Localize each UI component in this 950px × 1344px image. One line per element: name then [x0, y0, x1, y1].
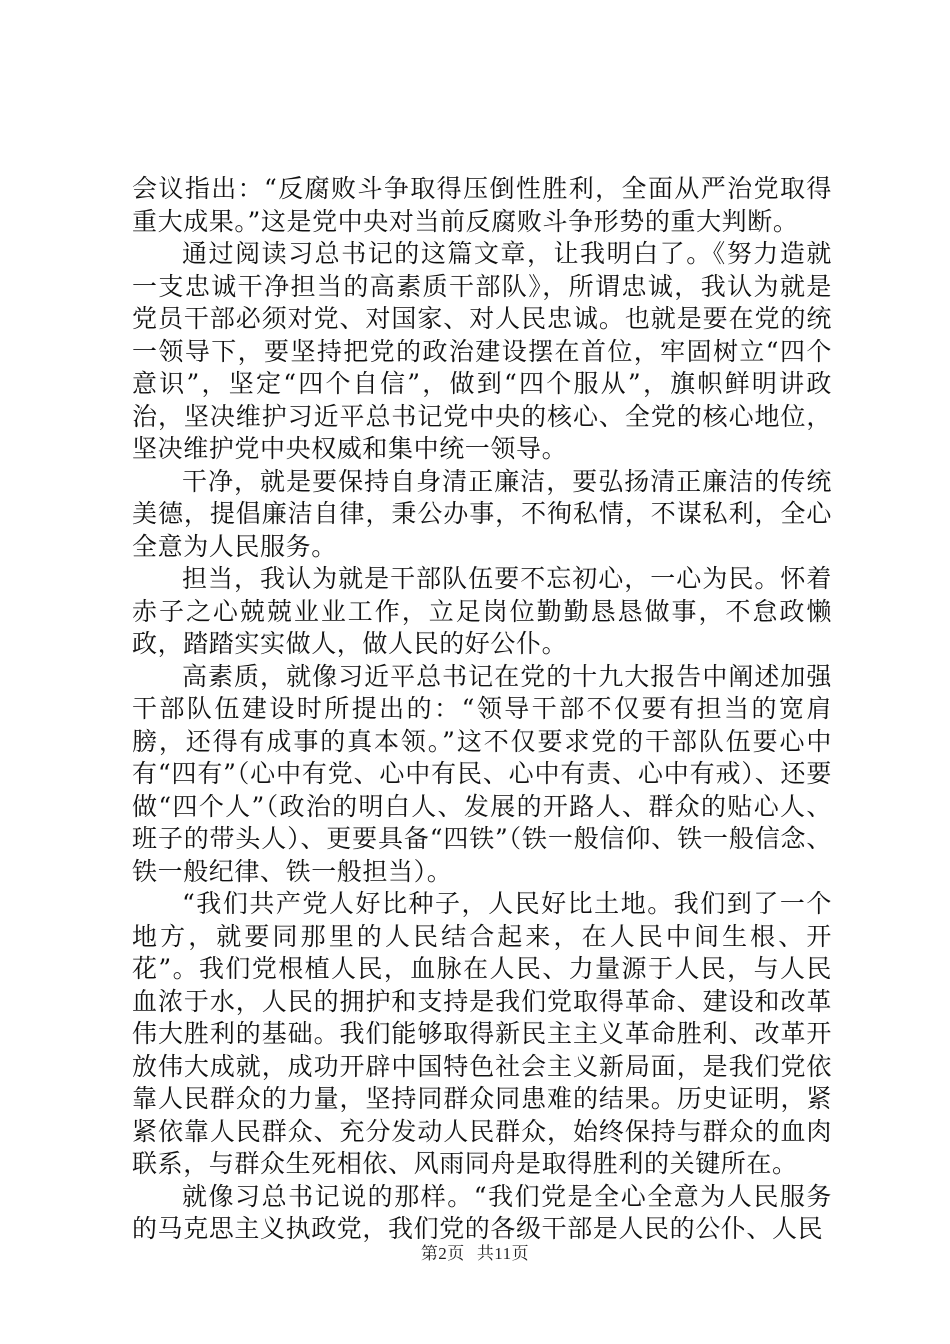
paragraph-high-quality: 高素质，就像习近平总书记在党的十九大报告中阐述加强干部队伍建设时所提出的：“领导干部不仅要有担当的宽肩膀，还得有成事的真本领。”这不仅要求党的干部队伍要心中有“四有”（心中有党、心中有民、心中有责、心中有戒）、还要做“四个人”（政治的明白人、发展的开路人、群众的贴心人、班子的带头人）、更要具备“四铁”（铁一般信仰、铁一般信念、铁一般纪律、铁一般担当）。 — [132, 661, 832, 886]
paragraph-continuation: 会议指出：“反腐败斗争取得压倒性胜利，全面从严治党取得重大成果。”这是党中央对当前反腐败斗争形势的重大判断。 — [132, 174, 832, 236]
paragraph-people: “我们共产党人好比种子，人民好比土地。我们到了一个地方，就要同那里的人民结合起来，在人民中间生根、开花”。我们党根植人民，血脉在人民、力量源于人民，与人民血浓于水，人民的拥护和支持是我们党取得革命、建设和改革伟大胜利的基础。我们能够取得新民主主义革命胜利、改革开放伟大成就，成功开辟中国特色社会主义新局面，是我们党依靠人民群众的力量，坚持同群众同患难的结果。历史证明，紧紧依靠人民群众、充分发动人民群众，始终保持与群众的血肉联系，与群众生死相依、风雨同舟是取得胜利的关键所在。 — [132, 889, 832, 1178]
paragraph-servant: 就像习总书记说的那样。“我们党是全心全意为人民服务的马克思主义执政党，我们党的各级干部是人民的公仆、人民 — [132, 1181, 832, 1243]
paragraph-responsibility: 担当，我认为就是干部队伍要不忘初心，一心为民。怀着赤子之心兢兢业业工作，立足岗位勤勤恳恳做事，不怠政懒政，踏踏实实做人，做人民的好公仆。 — [132, 564, 832, 658]
page-number: 第2页 — [420, 1244, 465, 1263]
page-total: 共11页 — [476, 1244, 530, 1263]
paragraph-loyalty: 通过阅读习总书记的这篇文章，让我明白了。《努力造就一支忠诚干净担当的高素质干部队》，所谓忠诚，我认为就是党员干部必须对党、对国家、对人民忠诚。也就是要在党的统一领导下，要坚持把党的政治建设摆在首位，牢固树立“四个意识”，坚定“四个自信”，做到“四个服从”，旗帜鲜明讲政治，坚决维护习近平总书记党中央的核心、全党的核心地位，坚决维护党中央权威和集中统一领导。 — [132, 239, 832, 463]
document-body — [132, 173, 832, 1246]
paragraph-integrity: 干净，就是要保持自身清正廉洁，要弘扬清正廉洁的传统美德，提倡廉洁自律，秉公办事，不徇私情，不谋私利，全心全意为人民服务。 — [132, 466, 832, 561]
page-footer — [0, 1239, 950, 1264]
